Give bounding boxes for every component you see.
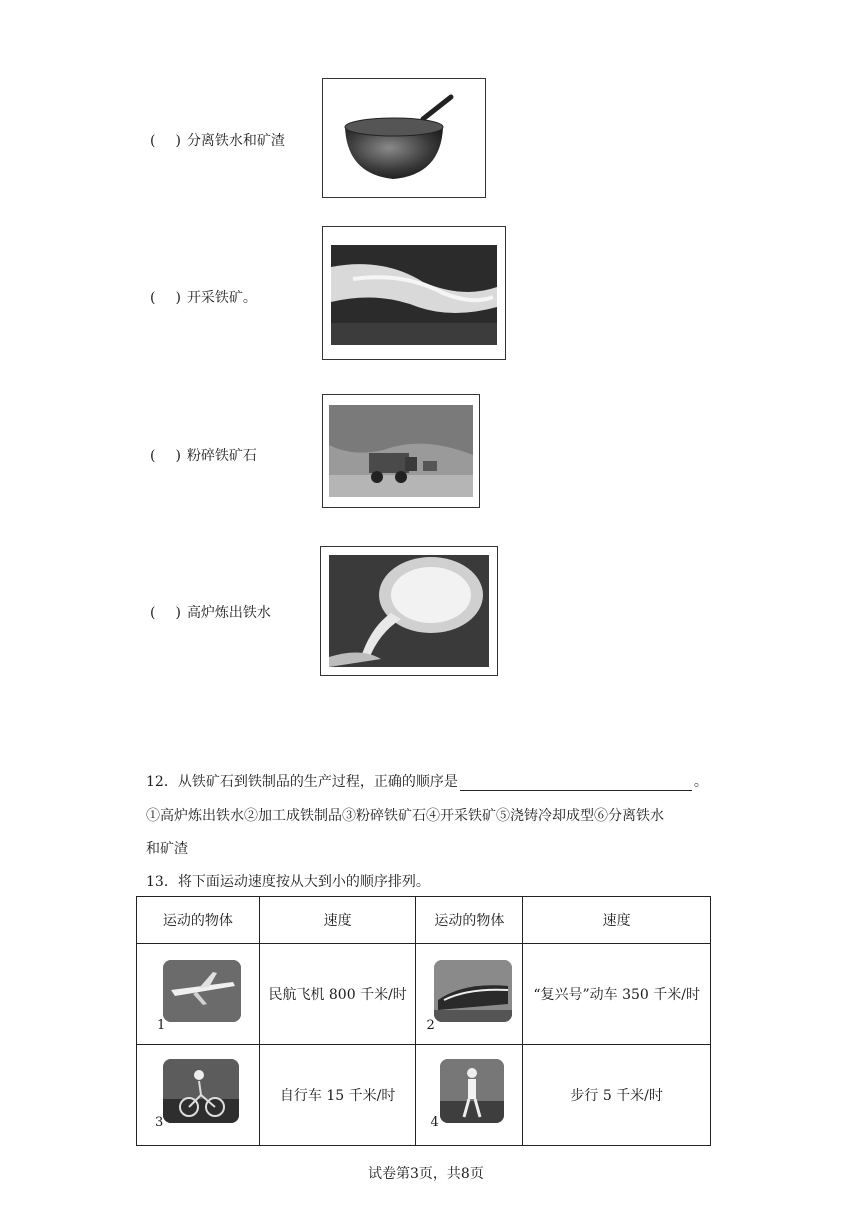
row-number-3: 3 [155, 1115, 164, 1130]
header-object-2: 运动的物体 [416, 897, 523, 944]
mining-photo [322, 226, 506, 360]
header-object-1: 运动的物体 [137, 897, 260, 944]
speed-cell-bicycle: 自行车 15 千米/时 [259, 1045, 416, 1146]
item-4-label: ( ) 高炉炼出铁水 [150, 605, 271, 621]
page-footer: 试卷第3页，共8页 [368, 1166, 484, 1182]
wok-photo [322, 78, 486, 198]
item-1-label: ( ) 分离铁水和矿渣 [150, 133, 285, 149]
walking-person-icon [440, 1059, 504, 1123]
header-speed-2: 速度 [523, 897, 711, 944]
furnace-photo [320, 546, 498, 676]
item-2-label: ( ) 开采铁矿。 [150, 290, 257, 306]
object-cell-bicycle [137, 1045, 260, 1146]
speed-cell-airplane: 民航飞机 800 千米/时 [259, 944, 416, 1045]
header-speed-1: 速度 [259, 897, 416, 944]
question-12-options-line2: 和矿渣 [146, 841, 188, 857]
table-header-row [137, 897, 711, 944]
pouring-ladle-icon [321, 547, 497, 675]
speed-cell-walking: 步行 5 千米/时 [523, 1045, 711, 1146]
molten-flow-icon [323, 227, 505, 359]
mining-truck-icon [323, 395, 479, 507]
row-number-2: 2 [426, 1018, 435, 1033]
question-13-stem: 13．将下面运动速度按从大到小的顺序排列。 [146, 874, 430, 890]
table-row [137, 1045, 711, 1146]
question-12-stem: 12．从铁矿石到铁制品的生产过程，正确的顺序是 。 [146, 774, 708, 790]
object-cell-walking [416, 1045, 523, 1146]
item-3-label: ( ) 粉碎铁矿石 [150, 448, 257, 464]
object-cell-train [416, 944, 523, 1045]
question-12-options-line1: ①高炉炼出铁水②加工成铁制品③粉碎铁矿石④开采铁矿⑤浇铸冷却成型⑥分离铁水 [146, 808, 664, 824]
airplane-icon [163, 960, 241, 1022]
row-number-4: 4 [430, 1115, 439, 1130]
speed-cell-train: “复兴号”动车 350 千米/时 [523, 944, 711, 1045]
crushing-photo [322, 394, 480, 508]
speed-table [136, 896, 711, 1146]
bullet-train-icon [434, 960, 512, 1022]
row-number-1: 1 [157, 1018, 166, 1033]
bicycle-icon [163, 1059, 239, 1123]
wok-icon [323, 79, 485, 197]
table-row [137, 944, 711, 1045]
answer-blank-12[interactable] [460, 774, 692, 791]
object-cell-airplane [137, 944, 260, 1045]
